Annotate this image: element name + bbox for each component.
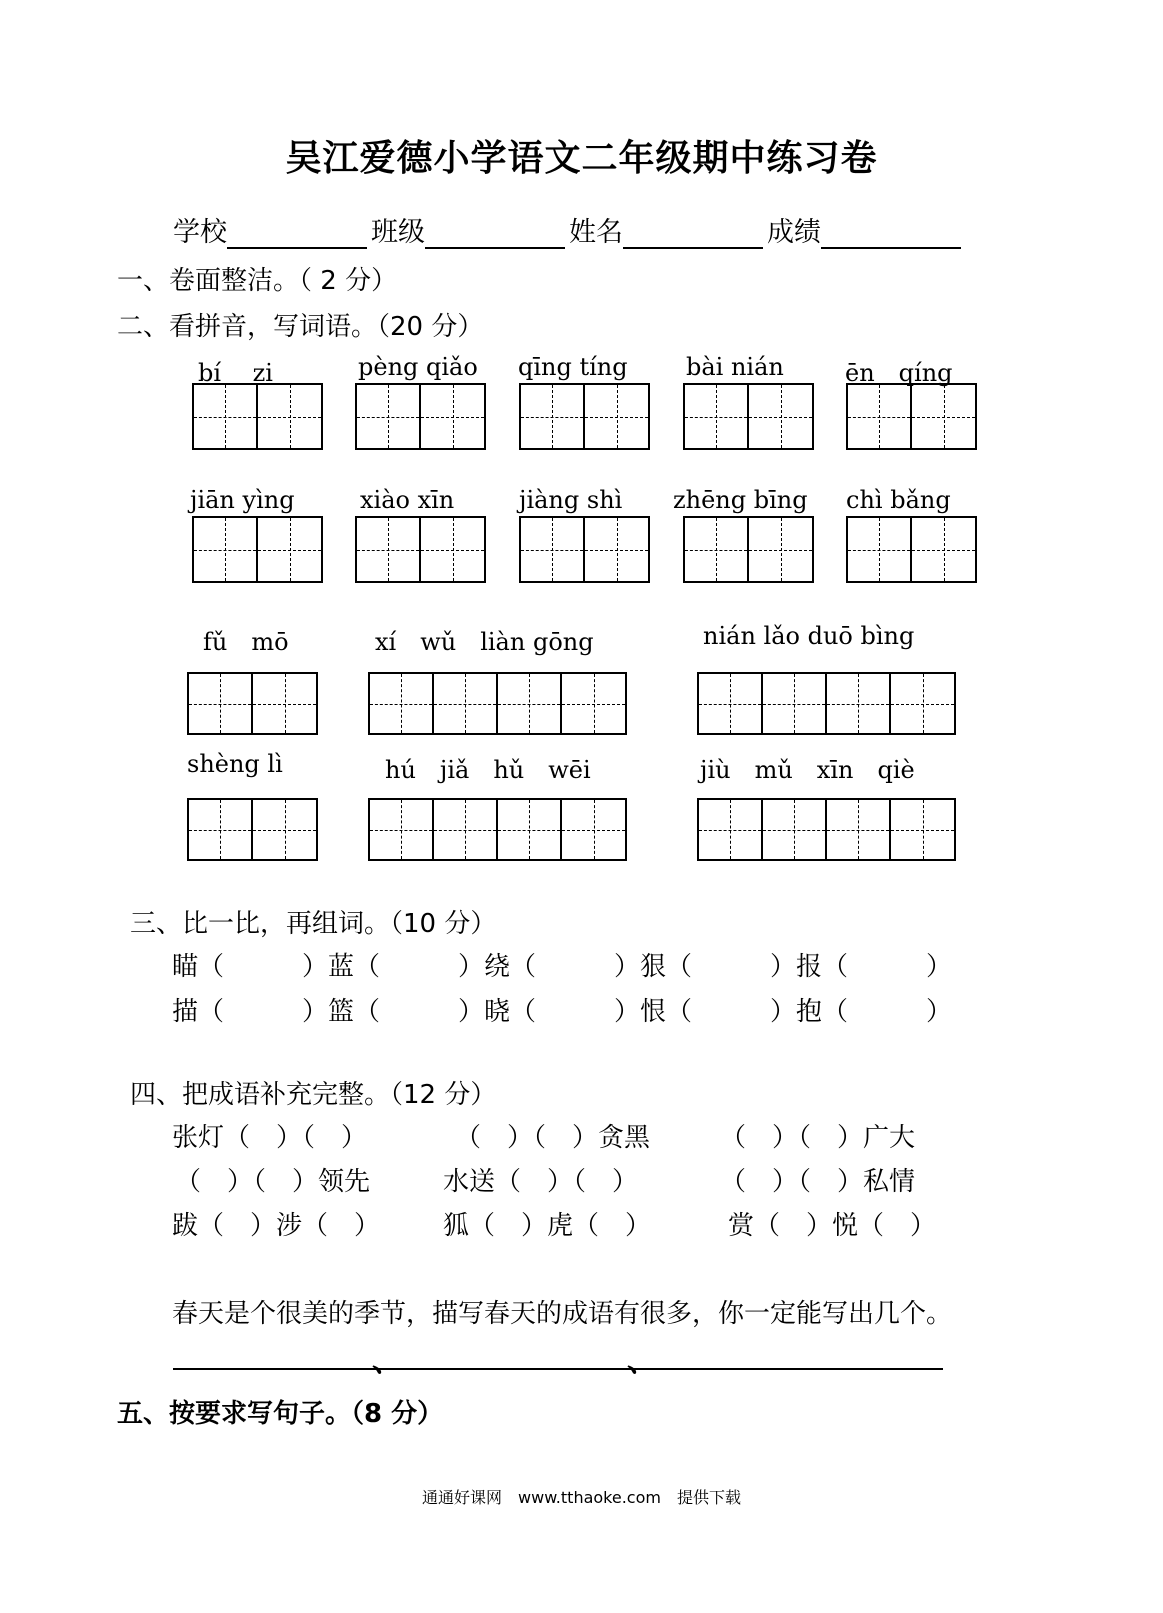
writing-grid[interactable]	[683, 383, 814, 450]
pinyin-label: qīng tíng	[518, 353, 628, 381]
class-field[interactable]	[425, 219, 565, 249]
pinyin-label: ēn qíng	[845, 359, 953, 387]
writing-grid[interactable]	[187, 798, 318, 861]
pinyin-label: jiān yìng	[190, 486, 295, 514]
idiom-item: 跋（ ）涉（ ）	[172, 1211, 381, 1241]
pinyin-label: xiào xīn	[360, 486, 455, 514]
writing-grid[interactable]	[355, 516, 486, 583]
separator-mark: 、	[372, 1344, 402, 1379]
pinyin-label: xí wǔ liàn gōng	[375, 628, 594, 656]
pinyin-label: jiù mǔ xīn qiè	[700, 756, 915, 784]
idiom-item: 张灯（ ）（ ）	[172, 1123, 368, 1153]
pinyin-label: shèng lì	[187, 750, 283, 778]
pinyin-label: nián lǎo duō bìng	[703, 622, 915, 650]
writing-grid[interactable]	[187, 672, 318, 735]
writing-grid[interactable]	[683, 516, 814, 583]
school-label: 学校	[173, 217, 227, 248]
compare-row: 描（ ）篮（ ）晓（ ）恨（ ）抱（ ）	[172, 997, 953, 1027]
writing-grid[interactable]	[697, 798, 956, 861]
writing-grid[interactable]	[519, 383, 650, 450]
idiom-item: 狐（ ）虎（ ）	[443, 1211, 652, 1241]
answer-line[interactable]	[173, 1368, 943, 1370]
pinyin-label: bí zi	[198, 359, 273, 387]
idiom-item: （ ）（ ）私情	[720, 1167, 916, 1197]
footer-text: 通通好课网 www.tthaoke.com 提供下载	[422, 1488, 741, 1507]
student-info	[173, 210, 965, 249]
pinyin-label: fǔ mō	[203, 628, 289, 656]
section-5-heading: 五、按要求写句子。（8 分）	[117, 1399, 444, 1429]
section-1-heading: 一、卷面整洁。（ 2 分）	[117, 266, 398, 296]
name-label: 姓名	[569, 217, 623, 248]
writing-grid[interactable]	[697, 672, 956, 735]
compare-row: 瞄（ ）蓝（ ）绕（ ）狠（ ）报（ ）	[172, 952, 953, 982]
score-field[interactable]	[821, 219, 961, 249]
writing-grid[interactable]	[846, 516, 977, 583]
school-field[interactable]	[227, 219, 367, 249]
score-label: 成绩	[767, 217, 821, 248]
idiom-item: （ ）（ ）贪黑	[455, 1123, 651, 1153]
pinyin-label: chì bǎng	[846, 486, 951, 514]
pinyin-label: pèng qiǎo	[358, 353, 478, 381]
idiom-item: （ ）（ ）广大	[720, 1123, 916, 1153]
writing-grid[interactable]	[192, 516, 323, 583]
pinyin-label: zhēng bīng	[673, 486, 808, 514]
separator-mark: 、	[627, 1344, 657, 1379]
writing-grid[interactable]	[192, 383, 323, 450]
idiom-item: （ ）（ ）领先	[175, 1167, 371, 1197]
section-2-heading: 二、看拼音，写词语。（20 分）	[117, 312, 484, 342]
class-label: 班级	[371, 217, 425, 248]
pinyin-label: hú jiǎ hǔ wēi	[385, 756, 591, 784]
section-3-heading: 三、比一比，再组词。（10 分）	[130, 909, 497, 939]
pinyin-label: jiàng shì	[519, 486, 623, 514]
pinyin-label: bài nián	[686, 353, 784, 381]
writing-grid[interactable]	[355, 383, 486, 450]
idiom-item: 赏（ ）悦（ ）	[728, 1211, 937, 1241]
section-4-heading: 四、把成语补充完整。（12 分）	[130, 1080, 497, 1110]
writing-grid[interactable]	[368, 798, 627, 861]
writing-grid[interactable]	[846, 383, 977, 450]
name-field[interactable]	[623, 219, 763, 249]
spring-question: 春天是个很美的季节，描写春天的成语有很多，你一定能写出几个。	[172, 1299, 953, 1329]
writing-grid[interactable]	[368, 672, 627, 735]
idiom-item: 水送（ ）（ ）	[443, 1167, 639, 1197]
page-title: 吴江爱德小学语文二年级期中练习卷	[285, 138, 878, 179]
writing-grid[interactable]	[519, 516, 650, 583]
